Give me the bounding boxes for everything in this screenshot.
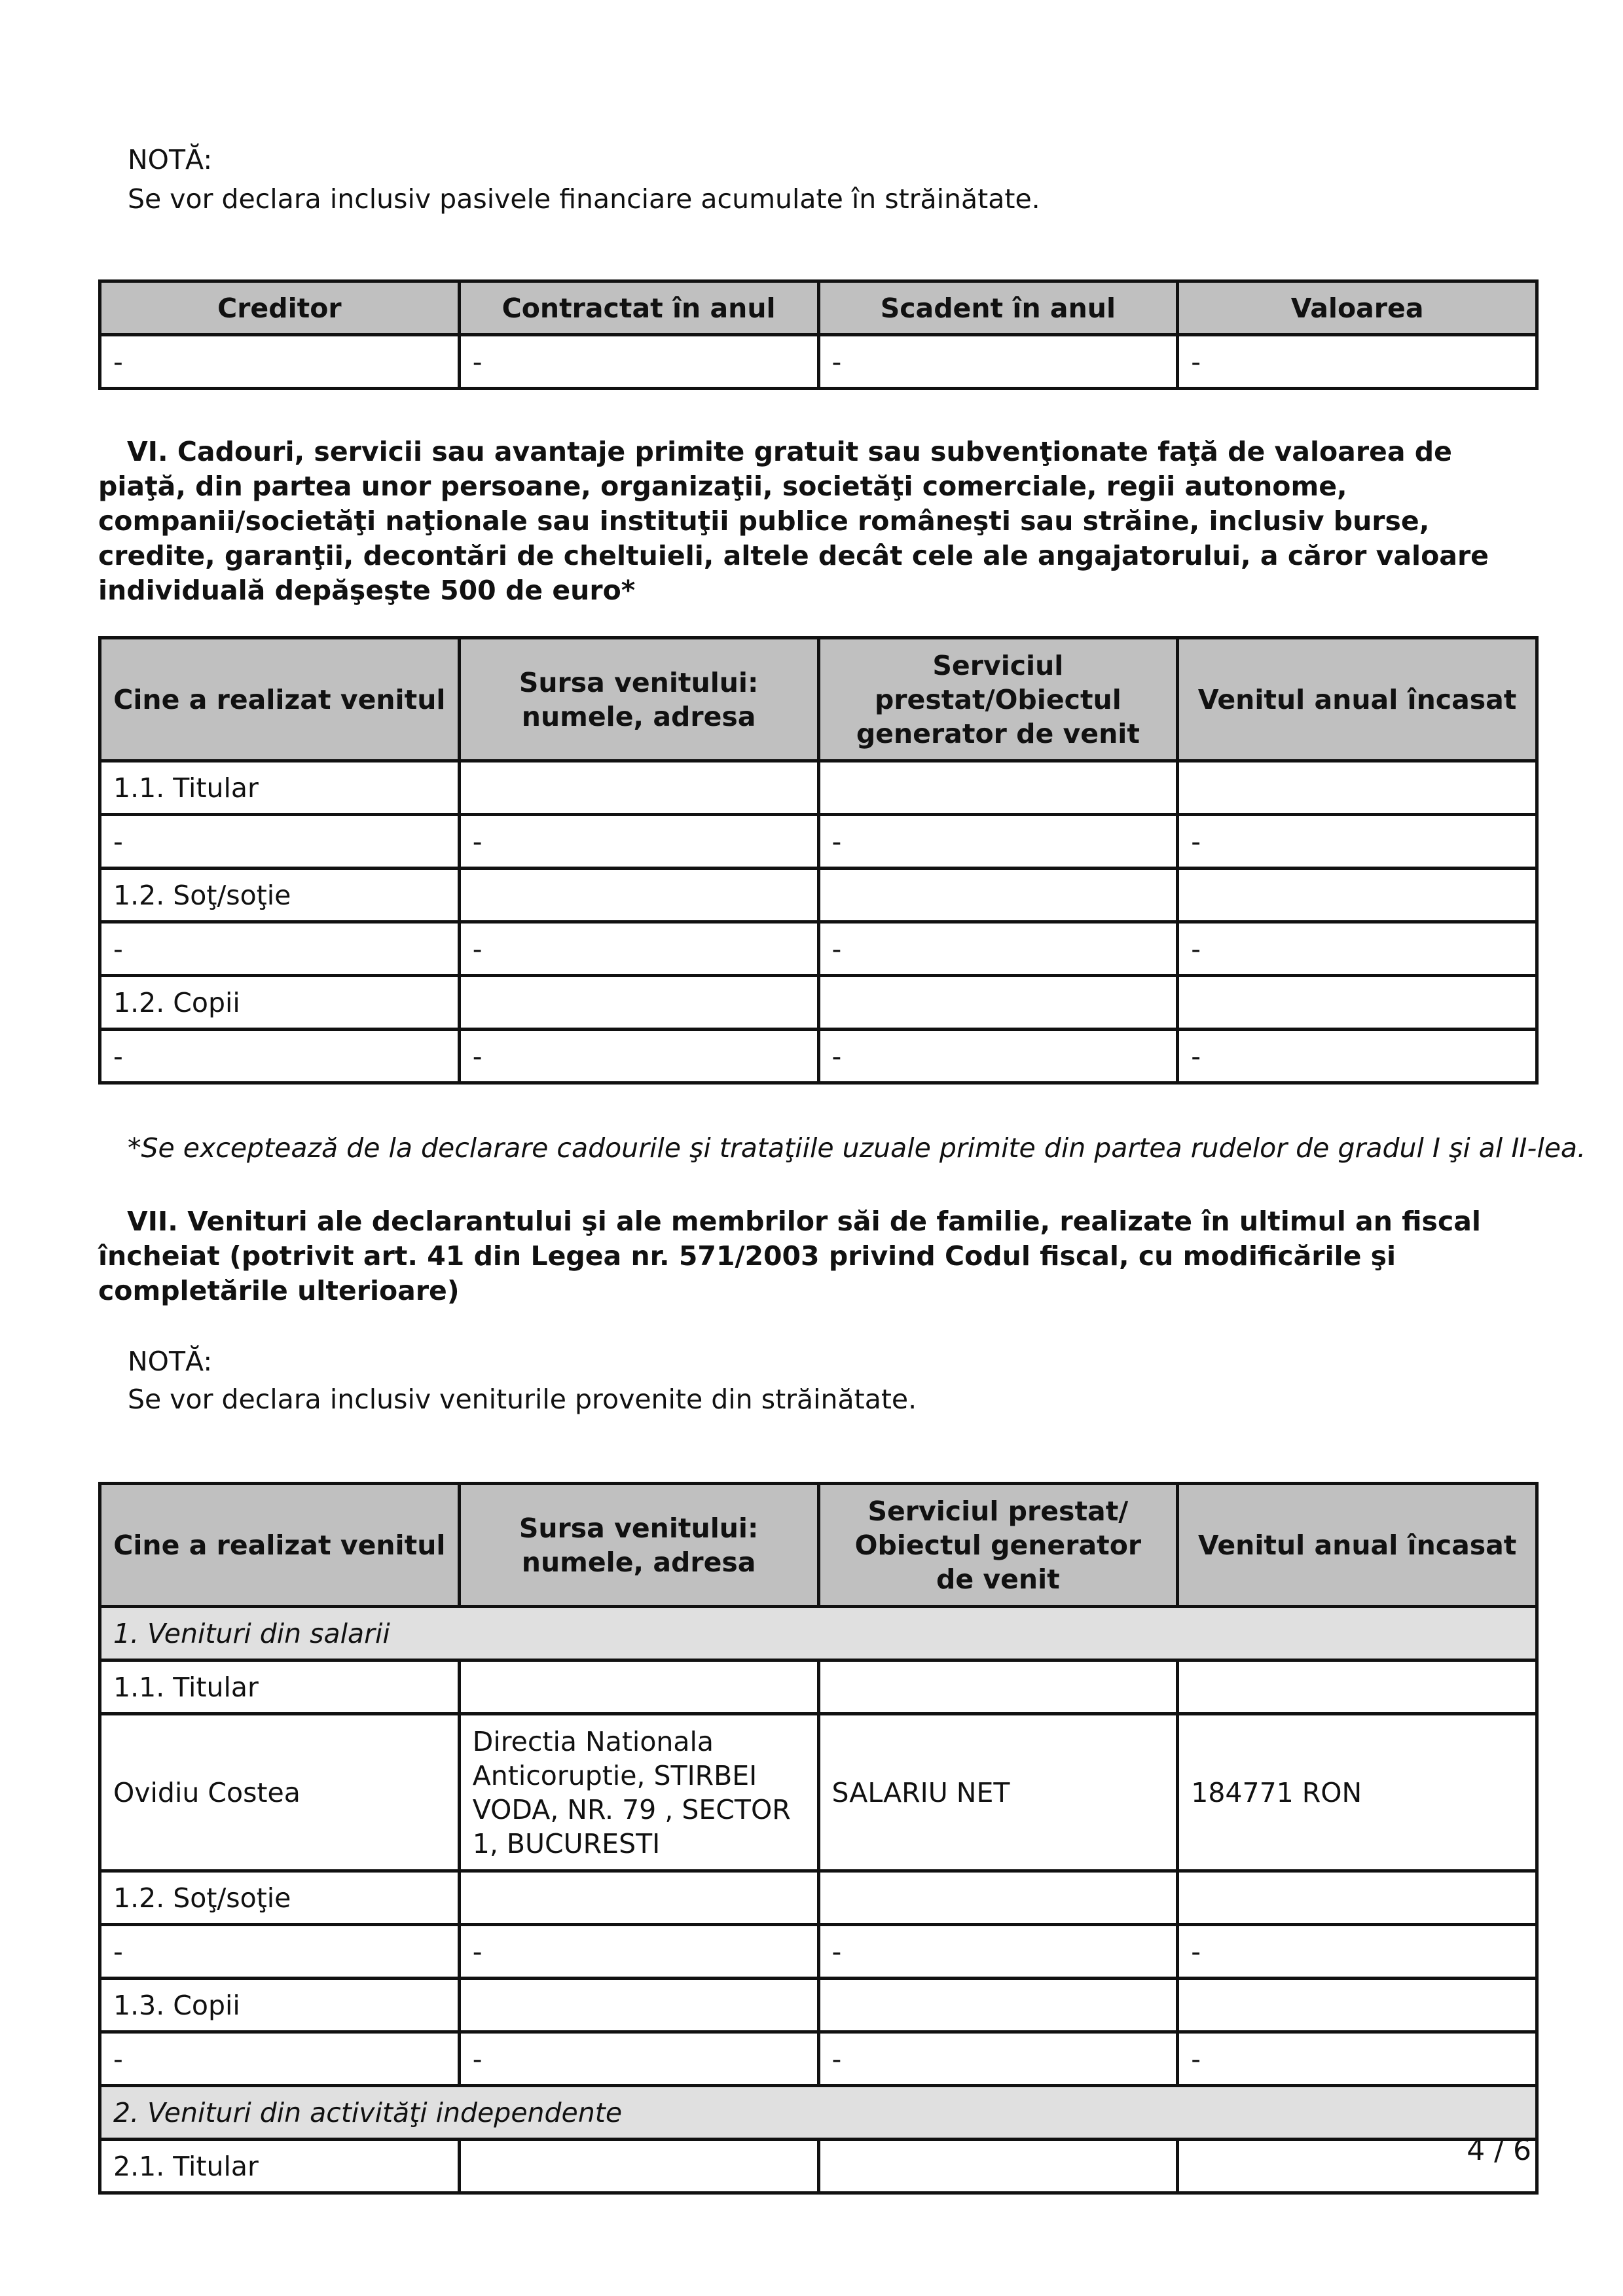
cell: [1178, 1660, 1537, 1714]
cell: [459, 1979, 818, 2032]
cell: [1178, 761, 1537, 815]
cell: [818, 1979, 1178, 2032]
cell: -: [1178, 1030, 1537, 1083]
table-row: [100, 2140, 1537, 2193]
header-serviciul: Serviciul prestat/Obiectul generator de venit: [818, 638, 1178, 761]
cell: 1.2. Copii: [100, 976, 460, 1030]
cell: 1.2. Soţ/soţie: [100, 1871, 460, 1925]
header-venitul: Venitul anual încasat: [1178, 1484, 1537, 1607]
table-row: [100, 1979, 1537, 2032]
cell: [459, 1660, 818, 1714]
cell: -: [100, 1030, 460, 1083]
note-text: Se vor declara inclusiv pasivele financiare acumulate în străinătate.: [128, 183, 1040, 215]
header-scadent: Scadent în anul: [818, 281, 1178, 335]
cell: -: [100, 1925, 460, 1979]
category-row: [100, 2086, 1537, 2140]
note-label: NOTĂ:: [128, 1346, 213, 1377]
cell: -: [818, 922, 1178, 976]
section-vii-text: VII. Venituri ale declarantului şi ale membrilor săi de familie, realizate în ultimul an fiscal încheiat (potrivit art. 41 din Legea nr. 571/2003 privind Codul fiscal, cu modificările şi completările ulterioare): [98, 1206, 1481, 1306]
cell: -: [459, 1925, 818, 1979]
cell: 1.1. Titular: [100, 761, 460, 815]
cell: [1178, 869, 1537, 922]
cell: -: [1178, 335, 1537, 389]
cell: [818, 1660, 1178, 1714]
cell: -: [459, 922, 818, 976]
header-venitul: Venitul anual încasat: [1178, 638, 1537, 761]
note-label: NOTĂ:: [128, 144, 213, 175]
cell: -: [459, 815, 818, 869]
cell: Directia Nationala Anticoruptie, STIRBEI VODA, NR. 79 , SECTOR 1, BUCURESTI: [459, 1714, 818, 1871]
table-row: [100, 922, 1537, 976]
table-row: [100, 2032, 1537, 2086]
cell: 1.2. Soţ/soţie: [100, 869, 460, 922]
cell: [459, 976, 818, 1030]
gifts-table: [98, 636, 1539, 1085]
header-sursa: Sursa venitului: numele, adresa: [459, 1484, 818, 1607]
header-creditor: Creditor: [100, 281, 460, 335]
cell: 1.3. Copii: [100, 1979, 460, 2032]
cell: -: [100, 335, 460, 389]
cell: [459, 1871, 818, 1925]
category-label: 2. Venituri din activităţi independente: [100, 2086, 1537, 2140]
category-row: [100, 1607, 1537, 1660]
cell: -: [818, 335, 1178, 389]
category-label: 1. Venituri din salarii: [100, 1607, 1537, 1660]
note-text: Se vor declara inclusiv veniturile provenite din străinătate.: [128, 1384, 917, 1415]
cell: -: [1178, 2032, 1537, 2086]
cell: -: [100, 2032, 460, 2086]
cell: -: [1178, 1925, 1537, 1979]
cell: [459, 2140, 818, 2193]
header-cine: Cine a realizat venitul: [100, 1484, 460, 1607]
table-row: [100, 335, 1537, 389]
table-row: [100, 869, 1537, 922]
table-row: [100, 1714, 1537, 1871]
cell: -: [1178, 815, 1537, 869]
header-sursa: Sursa venitului: numele, adresa: [459, 638, 818, 761]
cell: [818, 976, 1178, 1030]
cell: [459, 869, 818, 922]
page-number: 4 / 6: [1467, 2134, 1531, 2167]
cell: -: [818, 1925, 1178, 1979]
section-vi-title: [98, 435, 1539, 608]
section-vii-title: [98, 1204, 1539, 1308]
cell: -: [459, 1030, 818, 1083]
cell: Ovidiu Costea: [100, 1714, 460, 1871]
income-table: [98, 1482, 1539, 2195]
cell: -: [100, 922, 460, 976]
cell: [818, 2140, 1178, 2193]
table-row: [100, 1871, 1537, 1925]
cell: -: [1178, 922, 1537, 976]
header-contractat: Contractat în anul: [459, 281, 818, 335]
table-row: [100, 1030, 1537, 1083]
cell: [459, 761, 818, 815]
footnote: *Se exceptează de la declarare cadourile şi trataţiile uzuale primite din partea rudelor de gradul I şi al II-lea.: [128, 1132, 1586, 1164]
table-row: [100, 761, 1537, 815]
cell: -: [818, 1030, 1178, 1083]
cell: [1178, 976, 1537, 1030]
section-vi-text: VI. Cadouri, servicii sau avantaje primite gratuit sau subvenţionate faţă de valoarea de piaţă, din partea unor persoane, organizaţii, societăţi comerciale, regii autonome, companii/societăţi naţionale sau instituţii publice româneşti sau străine, inclusiv burse, credite, garanţii, decontări de cheltuieli, altele decât cele ale angajatorului, a căror valoare individuală depăşeşte 500 de euro*: [98, 436, 1489, 606]
cell: [818, 869, 1178, 922]
table-row: [100, 976, 1537, 1030]
cell: 184771 RON: [1178, 1714, 1537, 1871]
cell: -: [100, 815, 460, 869]
cell: [1178, 1979, 1537, 2032]
table-row: [100, 815, 1537, 869]
header-serviciul: Serviciul prestat/ Obiectul generator de venit: [818, 1484, 1178, 1607]
cell: [1178, 1871, 1537, 1925]
header-cine: Cine a realizat venitul: [100, 638, 460, 761]
table-row: [100, 1660, 1537, 1714]
cell: [818, 761, 1178, 815]
cell: 2.1. Titular: [100, 2140, 460, 2193]
cell: -: [459, 2032, 818, 2086]
debts-table: [98, 279, 1539, 390]
cell: -: [818, 815, 1178, 869]
cell: 1.1. Titular: [100, 1660, 460, 1714]
table-row: [100, 1925, 1537, 1979]
header-valoarea: Valoarea: [1178, 281, 1537, 335]
cell: -: [459, 335, 818, 389]
cell: SALARIU NET: [818, 1714, 1178, 1871]
cell: [818, 1871, 1178, 1925]
cell: -: [818, 2032, 1178, 2086]
